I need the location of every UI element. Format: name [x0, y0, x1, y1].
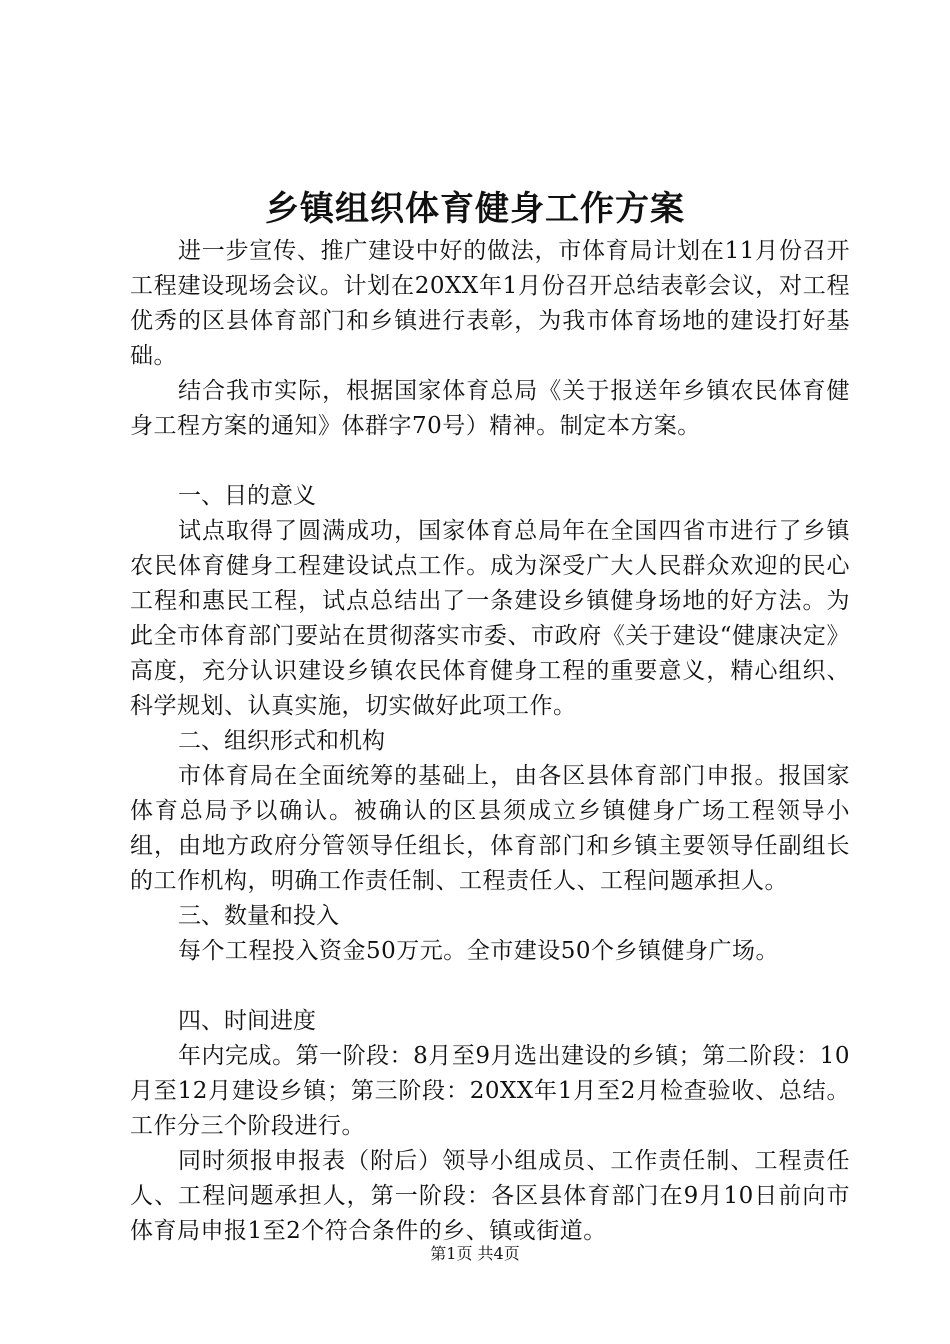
section-organization-paragraph: 市体育局在全面统筹的基础上，由各区县体育部门申报。报国家体育总局予以确认。被确认的区县须成立乡镇健身广场工程领导小组，由地方政府分管领导任组长，体育部门和乡镇主要领导任副组长的工作机构，明确工作责任制、工程责任人、工程问题承担人。: [130, 763, 850, 894]
section-heading-purpose: 一、目的意义: [178, 483, 316, 509]
page-number-footer: 第1页 共4页: [430, 1244, 520, 1263]
spacer: [130, 444, 850, 479]
document-title: 乡镇组织体育健身工作方案: [265, 189, 685, 229]
intro-paragraph-2: 结合我市实际，根据国家体育总局《关于报送年乡镇农民体育健身工程方案的通知》体群字70号）精神。制定本方案。: [130, 378, 850, 439]
spacer: [130, 969, 850, 1004]
document-body: [130, 234, 850, 1249]
intro-paragraph-1: 进一步宣传、推广建设中好的做法，市体育局计划在11月份召开工程建设现场会议。计划在20XX年1月份召开总结表彰会议，对工程优秀的区县体育部门和乡镇进行表彰，为我市体育场地的建设打好基础。: [130, 238, 850, 369]
section-purpose-paragraph: 试点取得了圆满成功，国家体育总局年在全国四省市进行了乡镇农民体育健身工程建设试点工作。成为深受广大人民群众欢迎的民心工程和惠民工程，试点总结出了一条建设乡镇健身场地的好方法。为此全市体育部门要站在贯彻落实市委、市政府《关于建设“健康决定》高度，充分认识建设乡镇农民体育健身工程的重要意义，精心组织、科学规划、认真实施，切实做好此项工作。: [130, 518, 850, 719]
section-quantity-paragraph: 每个工程投入资金50万元。全市建设50个乡镇健身广场。: [178, 938, 780, 964]
section-schedule-paragraph-2: 同时须报申报表（附后）领导小组成员、工作责任制、工程责任人、工程问题承担人，第一阶段：各区县体育部门在9月10日前向市体育局申报1至2个符合条件的乡、镇或街道。: [130, 1148, 850, 1244]
section-schedule-paragraph-1: 年内完成。第一阶段：8月至9月选出建设的乡镇；第二阶段：10月至12月建设乡镇；第三阶段：20XX年1月至2月检查验收、总结。工作分三个阶段进行。: [130, 1043, 850, 1139]
section-heading-organization: 二、组织形式和机构: [178, 728, 385, 754]
section-heading-schedule: 四、时间进度: [178, 1008, 316, 1034]
section-heading-quantity: 三、数量和投入: [178, 903, 339, 929]
